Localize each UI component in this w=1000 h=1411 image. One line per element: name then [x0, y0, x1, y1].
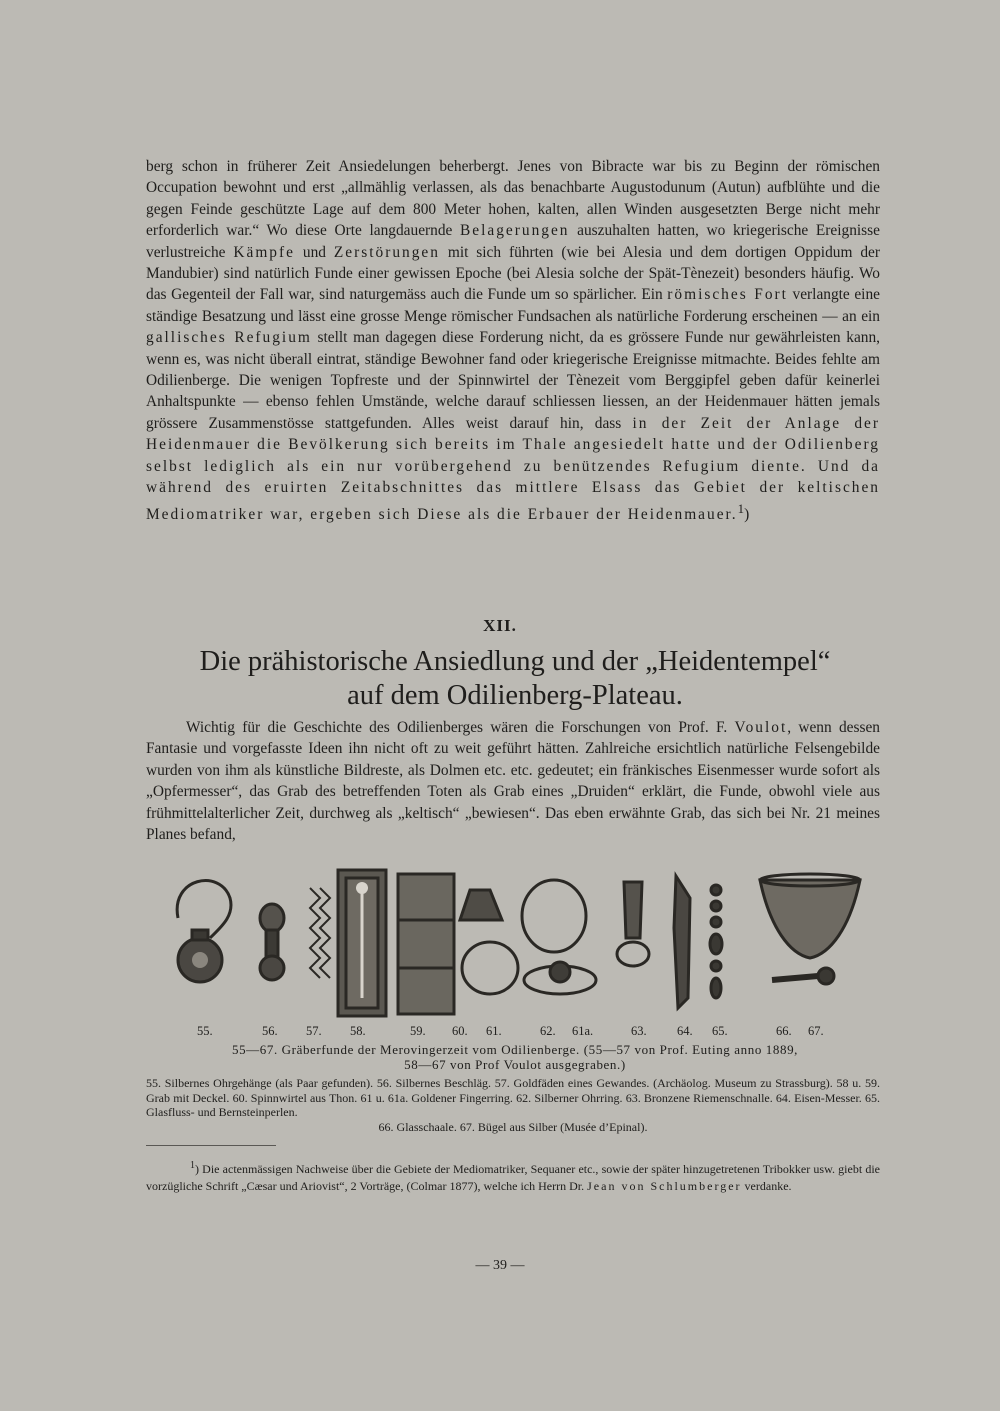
- mount-drawing: [260, 904, 284, 980]
- figure-label: 60.: [452, 1024, 468, 1038]
- finger-ring-drawing: [462, 942, 518, 994]
- figure-label: 57.: [306, 1024, 322, 1038]
- section-number: XII.: [483, 616, 517, 635]
- footnote-rule: [146, 1145, 276, 1146]
- spaced-text: gallisches Refugium: [146, 329, 312, 347]
- figure-caption: [150, 1042, 880, 1072]
- footnote-text: verdanke.: [741, 1178, 792, 1193]
- buckle-drawing: [617, 882, 649, 966]
- beads-drawing: [710, 885, 722, 998]
- spaced-text: in der Zeit der Anlage der Heidenmauer die Bevölkerung sich bereits im Thale angesiedelt hatte und der Odilienberg selbst lediglich als ein nur vorübergehend zu benützendes Refugium diente. Und da während des eruirten Zeitabschnittes das mittlere Elsass das Gebiet der keltischen Mediomatriker war, ergeben sich Diese als die Erbauer der Heidenmauer.: [146, 414, 880, 523]
- lid-drawing: [398, 874, 454, 1014]
- caption-line-1: 55—67. Gräberfunde der Merovingerzeit vom Odilienberge. (55—57 von Prof. Euting anno 1889,: [231, 1042, 799, 1057]
- spaced-text: Kämpfe: [233, 243, 295, 261]
- spaced-text: Belagerungen: [460, 222, 570, 240]
- figure-label: 67.: [808, 1024, 824, 1038]
- text-run: und: [294, 243, 334, 261]
- grave-finds-illustration: [160, 868, 880, 1020]
- spindle-whorl-drawing: [460, 890, 502, 920]
- knife-drawing: [674, 876, 690, 1008]
- figure-label: 55.: [197, 1024, 213, 1038]
- figure-label: 65.: [712, 1024, 728, 1038]
- footnote: [146, 1158, 880, 1194]
- spaced-text: römisches Fort: [667, 286, 788, 304]
- figure-label: 61.: [486, 1024, 502, 1038]
- gold-threads-drawing: [310, 888, 330, 978]
- figure-label: 63.: [631, 1024, 647, 1038]
- footnote-text: ) Die actenmässigen Nachweise über die Gebiete der Mediomatriker, Sequaner etc., sowie der später hinzugetretenen Tribokker usw. giebt die vorzügliche Schrift „Cæsar und Ariovist“, 2 Vorträge, (Colmar 1877), welche ich Herrn Dr.: [146, 1162, 880, 1193]
- body-paragraph-1: [146, 156, 880, 525]
- body-paragraph-2: [146, 717, 880, 845]
- figure-label: 62.: [540, 1024, 556, 1038]
- text-run: , wenn dessen Fantasie und vorgefasste Ideen ihn nicht oft zu weit geführt hätten. Zahlreiche ersichtlich natürliche Felsengebilde wurden von ihm als künstliche Bildreste, als Dolmen etc. etc. gedeutet; ein fränkisches Eisenmesser wurde sofort als „Opfermesser“, das Grab des betreffenden Toten als Grab eines „Druiden“ erklärt, die Funde, obwohl viele aus frühmittelalterlicher Zeit, durchweg als „keltisch“ „bewiesen“. Das eben erwähnte Grab, das sich bei Nr. 21 meines Planes befand,: [146, 719, 880, 844]
- text-run: auszuhalten hatten, wo kriegerische Ereignisse verlustreiche: [146, 222, 880, 261]
- text-run: verlangte eine ständige Besatzung und lässt eine grosse Menge römischer Fundsachen als natürliche Forderung erscheinen — an ein: [146, 286, 880, 325]
- footnote-reference: 1: [737, 501, 745, 516]
- grave-drawing: [338, 870, 386, 1016]
- figure-number-row: [0, 1024, 1000, 1040]
- legend-text: 55. Silbernes Ohrgehänge (als Paar gefunden). 56. Silbernes Beschläg. 57. Goldfäden eines Gewandes. (Archäolog. Museum zu Strassburg). 58 u. 59. Grab mit Deckel. 60. Spinnwirtel aus Thon. 61 u. 61a. Goldener Fingerring. 62. Silberner Ohrring. 63. Bronzene Riemenschnalle. 64. Eisen-Messer. 65. Glasfluss- und Bernsteinperlen.: [146, 1076, 880, 1119]
- figure-label: 64.: [677, 1024, 693, 1038]
- earring-drawing: [177, 881, 231, 982]
- ring-drawing: [522, 880, 586, 952]
- text-run: mit sich führten (wie bei Alesia und dem dortigen Oppidum der Mandubier) sind natürlich Funde einer gewissen Epoche (bei Alesia solche der Spät-Tènezeit) besonders häufig. Wo das Gegenteil der Fall war, sind naturgemäss auch die Funde um so spärlicher. Ein: [146, 243, 880, 304]
- text-run: stellt man dagegen diese Forderung nicht, da es grössere Funde nur gewährleisten kann, wenn es, was nicht überall eintrat, ständige Bewohner fand oder kriegerische Ereignisse mitmachte. Beides fehlte am Odilienberge. Die wenigen Topfreste und der Spinnwirtel der Tènezeit vom Berggipfel geben dafür keinerlei Anhaltspunkte — ebenso fehlen Umstände, welche darauf schliessen liessen, an der Heidenmauer hätten jemals grössere Zusammenstösse stattgefunden. Alles weist darauf hin, dass: [146, 329, 881, 432]
- figure-label: 66.: [776, 1024, 792, 1038]
- glass-bowl-drawing: [760, 874, 860, 958]
- figure-label: 58.: [350, 1024, 366, 1038]
- figure-label: 56.: [262, 1024, 278, 1038]
- earring-2-drawing: [524, 962, 596, 994]
- text-run: berg schon in früherer Zeit Ansiedelungen beherbergt. Jenes von Bibracte war bis zu Beginn der römischen Occupation bewohnt und erst „allmählig verlassen, als das benachbarte Augustodunum (Autun) aufblühte und die gegen Feinde geschützte Lage auf dem 800 Meter hohen, kalten, allen Winden ausgesetzten Berge nicht mehr erforderlich war.“ Wo diese Orte langdauernde: [146, 158, 880, 240]
- silver-bow-drawing: [772, 968, 834, 984]
- figure-legend: [146, 1076, 880, 1134]
- figure-label: 59.: [410, 1024, 426, 1038]
- page-number: — 39 —: [475, 1258, 525, 1273]
- spaced-text: Zerstörungen: [333, 243, 440, 261]
- footnote-marker: 1: [190, 1160, 195, 1171]
- text-run: ): [744, 505, 750, 523]
- text-run: Wichtig für die Geschichte des Odilienberges wären die Forschungen von Prof. F.: [186, 719, 735, 736]
- spaced-text: Voulot: [734, 719, 788, 736]
- figure-label: 61a.: [572, 1024, 594, 1038]
- section-heading: [120, 645, 910, 713]
- heading-line-2: auf dem Odilienberg-Plateau.: [347, 680, 683, 711]
- spaced-text: Jean von Schlumberger: [587, 1178, 742, 1193]
- caption-line-2: 58—67 von Prof Voulot ausgegraben.): [404, 1057, 626, 1072]
- legend-last-line: 66. Glasschaale. 67. Bügel aus Silber (Musée d’Epinal).: [378, 1119, 648, 1134]
- heading-line-1: Die prähistorische Ansiedlung und der „Heidentempel“: [199, 646, 831, 677]
